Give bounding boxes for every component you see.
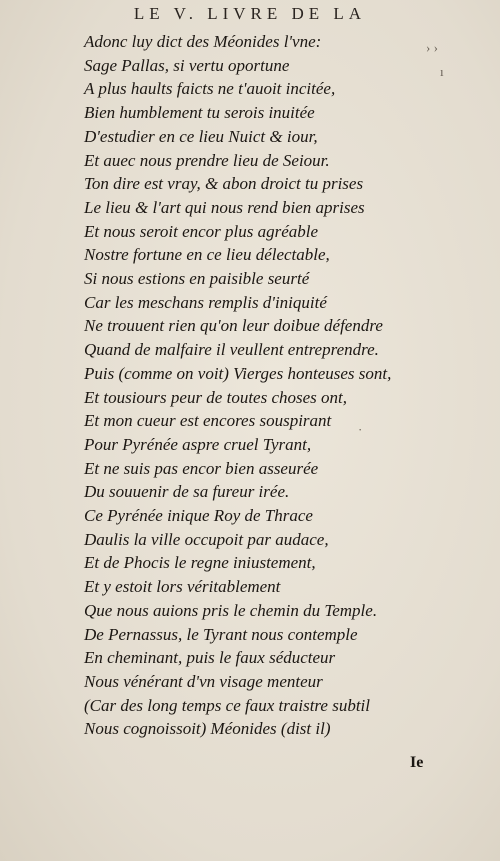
verse-line: Le lieu & l'art qui nous rend bien aprises <box>84 197 365 217</box>
verse-line: Pour Pyrénée aspre cruel Tyrant, <box>84 434 312 454</box>
verse-line: (Car des long temps ce faux traistre subtil <box>84 695 370 715</box>
verse-line: Daulis la ville occupoit par audace, <box>84 529 329 549</box>
verse-line: Et ne suis pas encor bien asseurée <box>84 458 319 478</box>
verse-line: Ce Pyrénée inique Roy de Thrace <box>84 506 313 526</box>
verse-line: Car les meschans remplis d'iniquité <box>84 292 327 312</box>
verse-line: Ton dire est vray, & abon droict tu prises <box>84 174 364 194</box>
verse-line: Et y estoit lors véritablement <box>84 577 281 597</box>
verse-line: Nostre fortune en ce lieu délectable, <box>84 245 330 265</box>
verse-line: Et nous seroit encor plus agréable <box>84 221 319 241</box>
verse-line: Du souuenir de sa fureur irée. <box>84 482 290 502</box>
verse-line: D'estudier en ce lieu Nuict & iour, <box>84 126 318 146</box>
verse-line: A plus haults faicts ne t'auoit incitée, <box>84 79 336 99</box>
verse-line: Si nous estions en paisible seurté <box>84 269 310 289</box>
running-head: LE V. LIVRE DE LA <box>133 4 367 23</box>
verse-line: Nous vénérant d'vn visage menteur <box>84 671 323 691</box>
verse-line: Et tousiours peur de toutes choses ont, <box>84 387 348 407</box>
verse-line: Que nous auions pris le chemin du Temple. <box>84 600 378 620</box>
verse-line: Ne trouuent rien qu'on leur doibue défendre <box>84 316 383 336</box>
verse-block <box>84 30 424 741</box>
verse-line: Et mon cueur est encores souspirant <box>84 411 332 431</box>
verse-line: Bien humblement tu serois inuitée <box>84 103 315 123</box>
verse-line: Sage Pallas, si vertu oportune <box>84 55 290 75</box>
verse-line: De Pernassus, le Tyrant nous contemple <box>84 624 358 644</box>
verse-line: Quand de malfaire il veullent entreprendre. <box>84 340 379 360</box>
verse-line: Et de Phocis le regne iniustement, <box>84 553 316 573</box>
verse-line: Puis (comme on voit) Vierges honteuses sont, <box>84 363 392 383</box>
verse-line: Et auec nous prendre lieu de Seiour. <box>84 150 330 170</box>
margin-mark: · <box>358 422 363 437</box>
verse-line: En cheminant, puis le faux séducteur <box>84 648 336 668</box>
margin-mark: ı <box>440 64 444 79</box>
verse-line: Nous cognoissoit) Méonides (dist il) <box>84 719 331 739</box>
margin-mark: › › <box>426 40 438 55</box>
catchword: Ie <box>410 754 424 771</box>
verse-line: Adonc luy dict des Méonides l'vne: <box>84 32 322 51</box>
